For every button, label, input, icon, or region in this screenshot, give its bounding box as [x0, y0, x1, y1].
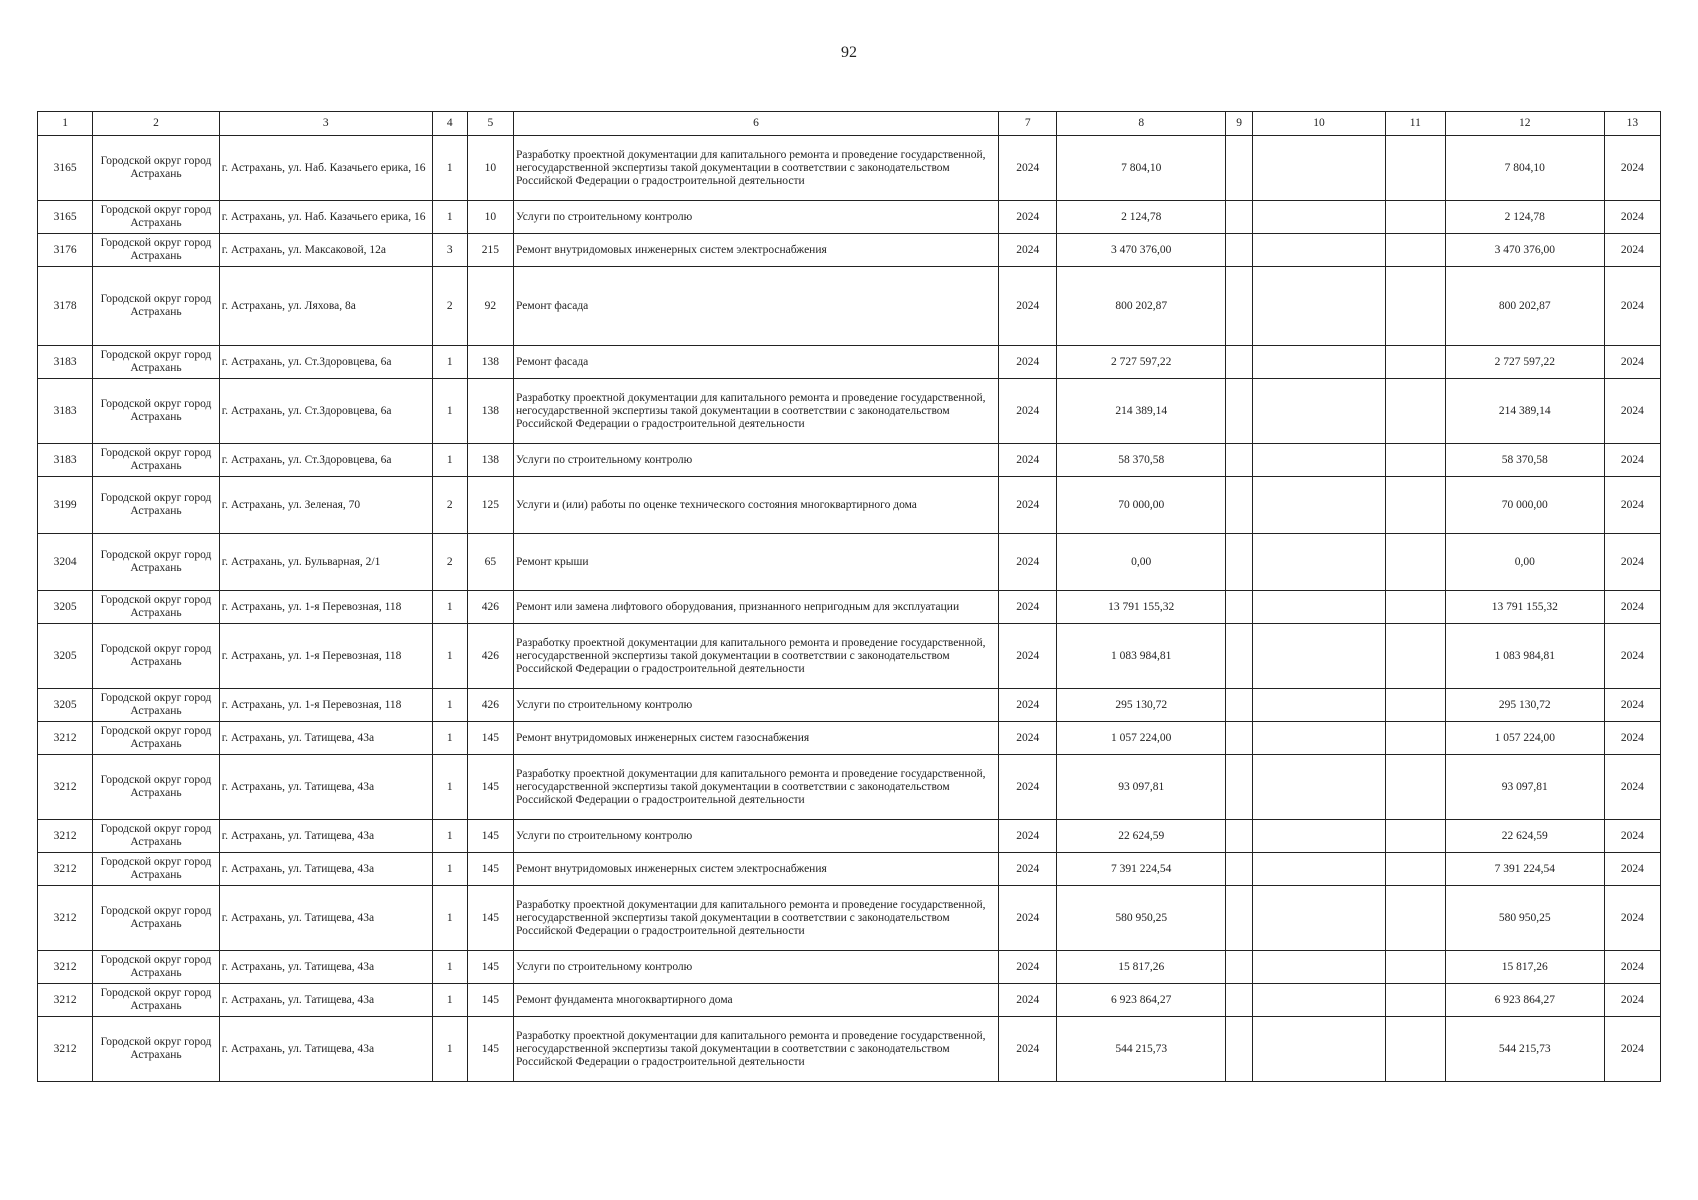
- row-number-cell: 3212: [38, 984, 93, 1017]
- municipality-cell: Городской округ город Астрахань: [93, 477, 220, 534]
- funding-amount-cell: 93 097,81: [1445, 755, 1604, 820]
- table-row: [38, 886, 1661, 951]
- work-description-cell: Разработку проектной документации для капитального ремонта и проведение государственной, негосударственной экспертизы такой документации в соответствии с законодательством Российской Федерации о градостроительной деятельности: [514, 755, 999, 820]
- year-cell: 2024: [999, 951, 1057, 984]
- work-description-cell: Разработку проектной документации для капитального ремонта и проведение государственной, негосударственной экспертизы такой документации в соответствии с законодательством Российской Федерации о градостроительной деятельности: [514, 886, 999, 951]
- address-cell: г. Астрахань, ул. Татищева, 43а: [219, 951, 432, 984]
- funding-amount-cell: 7 391 224,54: [1445, 853, 1604, 886]
- count-cell: 2: [432, 267, 467, 346]
- quantity-cell: 426: [467, 624, 513, 689]
- empty-cell-cell: [1385, 201, 1445, 234]
- total-cost-cell: 2 727 597,22: [1057, 346, 1226, 379]
- municipality-cell: Городской округ город Астрахань: [93, 267, 220, 346]
- total-cost-cell: 13 791 155,32: [1057, 591, 1226, 624]
- year-cell: 2024: [999, 984, 1057, 1017]
- address-cell: г. Астрахань, ул. Бульварная, 2/1: [219, 534, 432, 591]
- empty-cell-cell: [1253, 722, 1386, 755]
- empty-cell-cell: [1226, 234, 1253, 267]
- year-cell: 2024: [999, 591, 1057, 624]
- work-description-cell: Разработку проектной документации для капитального ремонта и проведение государственной, негосударственной экспертизы такой документации в соответствии с законодательством Российской Федерации о градостроительной деятельности: [514, 136, 999, 201]
- column-header: 2: [93, 112, 220, 136]
- work-description-cell: Разработку проектной документации для капитального ремонта и проведение государственной, негосударственной экспертизы такой документации в соответствии с законодательством Российской Федерации о градостроительной деятельности: [514, 624, 999, 689]
- municipality-cell: Городской округ город Астрахань: [93, 984, 220, 1017]
- table-row: [38, 722, 1661, 755]
- row-number-cell: 3183: [38, 379, 93, 444]
- year-cell: 2024: [999, 379, 1057, 444]
- municipality-cell: Городской округ город Астрахань: [93, 591, 220, 624]
- count-cell: 1: [432, 951, 467, 984]
- address-cell: г. Астрахань, ул. Татищева, 43а: [219, 984, 432, 1017]
- work-description-cell: Ремонт фасада: [514, 267, 999, 346]
- empty-cell-cell: [1253, 444, 1386, 477]
- empty-cell-cell: [1385, 951, 1445, 984]
- empty-cell-cell: [1226, 984, 1253, 1017]
- address-cell: г. Астрахань, ул. Ляхова, 8а: [219, 267, 432, 346]
- municipality-cell: Городской округ город Астрахань: [93, 136, 220, 201]
- empty-cell-cell: [1385, 624, 1445, 689]
- table-row: [38, 477, 1661, 534]
- completion-year-cell: 2024: [1604, 234, 1660, 267]
- capital-repair-table: [37, 111, 1661, 1082]
- municipality-cell: Городской округ город Астрахань: [93, 534, 220, 591]
- municipality-cell: Городской округ город Астрахань: [93, 444, 220, 477]
- address-cell: г. Астрахань, ул. Татищева, 43а: [219, 886, 432, 951]
- empty-cell-cell: [1253, 346, 1386, 379]
- empty-cell-cell: [1253, 234, 1386, 267]
- empty-cell-cell: [1253, 689, 1386, 722]
- empty-cell-cell: [1226, 201, 1253, 234]
- row-number-cell: 3212: [38, 853, 93, 886]
- work-description-cell: Услуги по строительному контролю: [514, 201, 999, 234]
- address-cell: г. Астрахань, ул. Татищева, 43а: [219, 1017, 432, 1082]
- work-description-cell: Услуги по строительному контролю: [514, 951, 999, 984]
- year-cell: 2024: [999, 346, 1057, 379]
- total-cost-cell: 6 923 864,27: [1057, 984, 1226, 1017]
- row-number-cell: 3212: [38, 951, 93, 984]
- empty-cell-cell: [1253, 951, 1386, 984]
- row-number-cell: 3205: [38, 689, 93, 722]
- total-cost-cell: 544 215,73: [1057, 1017, 1226, 1082]
- funding-amount-cell: 58 370,58: [1445, 444, 1604, 477]
- column-header: 7: [999, 112, 1057, 136]
- empty-cell-cell: [1385, 722, 1445, 755]
- total-cost-cell: 15 817,26: [1057, 951, 1226, 984]
- address-cell: г. Астрахань, ул. 1-я Перевозная, 118: [219, 689, 432, 722]
- work-description-cell: Ремонт внутридомовых инженерных систем газоснабжения: [514, 722, 999, 755]
- table-row: [38, 1017, 1661, 1082]
- row-number-cell: 3165: [38, 201, 93, 234]
- year-cell: 2024: [999, 234, 1057, 267]
- table-row: [38, 444, 1661, 477]
- row-number-cell: 3212: [38, 1017, 93, 1082]
- funding-amount-cell: 800 202,87: [1445, 267, 1604, 346]
- funding-amount-cell: 2 124,78: [1445, 201, 1604, 234]
- column-header: 8: [1057, 112, 1226, 136]
- empty-cell-cell: [1226, 951, 1253, 984]
- completion-year-cell: 2024: [1604, 853, 1660, 886]
- year-cell: 2024: [999, 820, 1057, 853]
- completion-year-cell: 2024: [1604, 624, 1660, 689]
- year-cell: 2024: [999, 534, 1057, 591]
- row-number-cell: 3205: [38, 624, 93, 689]
- year-cell: 2024: [999, 201, 1057, 234]
- quantity-cell: 145: [467, 886, 513, 951]
- empty-cell-cell: [1253, 379, 1386, 444]
- count-cell: 1: [432, 722, 467, 755]
- quantity-cell: 65: [467, 534, 513, 591]
- work-description-cell: Ремонт внутридомовых инженерных систем электроснабжения: [514, 234, 999, 267]
- funding-amount-cell: 1 083 984,81: [1445, 624, 1604, 689]
- empty-cell-cell: [1385, 853, 1445, 886]
- municipality-cell: Городской округ город Астрахань: [93, 379, 220, 444]
- empty-cell-cell: [1253, 534, 1386, 591]
- funding-amount-cell: 544 215,73: [1445, 1017, 1604, 1082]
- table-row: [38, 984, 1661, 1017]
- address-cell: г. Астрахань, ул. Татищева, 43а: [219, 853, 432, 886]
- row-number-cell: 3212: [38, 722, 93, 755]
- municipality-cell: Городской округ город Астрахань: [93, 755, 220, 820]
- column-header: 11: [1385, 112, 1445, 136]
- empty-cell-cell: [1253, 755, 1386, 820]
- year-cell: 2024: [999, 755, 1057, 820]
- total-cost-cell: 580 950,25: [1057, 886, 1226, 951]
- quantity-cell: 10: [467, 136, 513, 201]
- table-row: [38, 201, 1661, 234]
- funding-amount-cell: 580 950,25: [1445, 886, 1604, 951]
- row-number-cell: 3178: [38, 267, 93, 346]
- empty-cell-cell: [1226, 267, 1253, 346]
- municipality-cell: Городской округ город Астрахань: [93, 624, 220, 689]
- table-row: [38, 136, 1661, 201]
- completion-year-cell: 2024: [1604, 444, 1660, 477]
- completion-year-cell: 2024: [1604, 346, 1660, 379]
- quantity-cell: 145: [467, 722, 513, 755]
- empty-cell-cell: [1385, 689, 1445, 722]
- empty-cell-cell: [1385, 1017, 1445, 1082]
- empty-cell-cell: [1385, 267, 1445, 346]
- municipality-cell: Городской округ город Астрахань: [93, 1017, 220, 1082]
- address-cell: г. Астрахань, ул. 1-я Перевозная, 118: [219, 591, 432, 624]
- empty-cell-cell: [1226, 755, 1253, 820]
- count-cell: 1: [432, 853, 467, 886]
- empty-cell-cell: [1226, 136, 1253, 201]
- year-cell: 2024: [999, 267, 1057, 346]
- empty-cell-cell: [1226, 853, 1253, 886]
- municipality-cell: Городской округ город Астрахань: [93, 234, 220, 267]
- empty-cell-cell: [1385, 346, 1445, 379]
- quantity-cell: 138: [467, 379, 513, 444]
- quantity-cell: 10: [467, 201, 513, 234]
- quantity-cell: 215: [467, 234, 513, 267]
- total-cost-cell: 1 083 984,81: [1057, 624, 1226, 689]
- empty-cell-cell: [1226, 886, 1253, 951]
- municipality-cell: Городской округ город Астрахань: [93, 820, 220, 853]
- year-cell: 2024: [999, 1017, 1057, 1082]
- empty-cell-cell: [1253, 820, 1386, 853]
- total-cost-cell: 800 202,87: [1057, 267, 1226, 346]
- work-description-cell: Разработку проектной документации для капитального ремонта и проведение государственной, негосударственной экспертизы такой документации в соответствии с законодательством Российской Федерации о градостроительной деятельности: [514, 1017, 999, 1082]
- funding-amount-cell: 7 804,10: [1445, 136, 1604, 201]
- address-cell: г. Астрахань, ул. Ст.Здоровцева, 6а: [219, 444, 432, 477]
- completion-year-cell: 2024: [1604, 591, 1660, 624]
- count-cell: 1: [432, 444, 467, 477]
- table-row: [38, 234, 1661, 267]
- row-number-cell: 3212: [38, 820, 93, 853]
- quantity-cell: 92: [467, 267, 513, 346]
- completion-year-cell: 2024: [1604, 755, 1660, 820]
- work-description-cell: Ремонт или замена лифтового оборудования, признанного непригодным для эксплуатации: [514, 591, 999, 624]
- total-cost-cell: 70 000,00: [1057, 477, 1226, 534]
- address-cell: г. Астрахань, ул. Татищева, 43а: [219, 755, 432, 820]
- column-header: 3: [219, 112, 432, 136]
- row-number-cell: 3183: [38, 444, 93, 477]
- completion-year-cell: 2024: [1604, 951, 1660, 984]
- quantity-cell: 145: [467, 755, 513, 820]
- empty-cell-cell: [1226, 477, 1253, 534]
- row-number-cell: 3165: [38, 136, 93, 201]
- work-description-cell: Услуги по строительному контролю: [514, 820, 999, 853]
- funding-amount-cell: 22 624,59: [1445, 820, 1604, 853]
- work-description-cell: Ремонт фундамента многоквартирного дома: [514, 984, 999, 1017]
- empty-cell-cell: [1385, 755, 1445, 820]
- quantity-cell: 426: [467, 689, 513, 722]
- count-cell: 2: [432, 534, 467, 591]
- count-cell: 3: [432, 234, 467, 267]
- column-header: 10: [1253, 112, 1386, 136]
- row-number-cell: 3199: [38, 477, 93, 534]
- table-row: [38, 534, 1661, 591]
- empty-cell-cell: [1226, 444, 1253, 477]
- work-description-cell: Ремонт фасада: [514, 346, 999, 379]
- funding-amount-cell: 214 389,14: [1445, 379, 1604, 444]
- address-cell: г. Астрахань, ул. Наб. Казачьего ерика, 16: [219, 201, 432, 234]
- empty-cell-cell: [1253, 267, 1386, 346]
- column-header: 4: [432, 112, 467, 136]
- empty-cell-cell: [1226, 346, 1253, 379]
- total-cost-cell: 2 124,78: [1057, 201, 1226, 234]
- completion-year-cell: 2024: [1604, 689, 1660, 722]
- count-cell: 1: [432, 136, 467, 201]
- municipality-cell: Городской округ город Астрахань: [93, 689, 220, 722]
- empty-cell-cell: [1226, 1017, 1253, 1082]
- empty-cell-cell: [1385, 234, 1445, 267]
- completion-year-cell: 2024: [1604, 201, 1660, 234]
- funding-amount-cell: 295 130,72: [1445, 689, 1604, 722]
- column-header: 12: [1445, 112, 1604, 136]
- empty-cell-cell: [1253, 201, 1386, 234]
- completion-year-cell: 2024: [1604, 820, 1660, 853]
- quantity-cell: 125: [467, 477, 513, 534]
- address-cell: г. Астрахань, ул. Наб. Казачьего ерика, 16: [219, 136, 432, 201]
- quantity-cell: 145: [467, 820, 513, 853]
- completion-year-cell: 2024: [1604, 886, 1660, 951]
- empty-cell-cell: [1253, 886, 1386, 951]
- row-number-cell: 3183: [38, 346, 93, 379]
- completion-year-cell: 2024: [1604, 534, 1660, 591]
- table-row: [38, 624, 1661, 689]
- empty-cell-cell: [1385, 444, 1445, 477]
- empty-cell-cell: [1226, 689, 1253, 722]
- empty-cell-cell: [1253, 853, 1386, 886]
- empty-cell-cell: [1385, 984, 1445, 1017]
- municipality-cell: Городской округ город Астрахань: [93, 951, 220, 984]
- row-number-cell: 3176: [38, 234, 93, 267]
- work-description-cell: Услуги по строительному контролю: [514, 689, 999, 722]
- column-header: 13: [1604, 112, 1660, 136]
- municipality-cell: Городской округ город Астрахань: [93, 346, 220, 379]
- empty-cell-cell: [1385, 886, 1445, 951]
- empty-cell-cell: [1253, 984, 1386, 1017]
- total-cost-cell: 214 389,14: [1057, 379, 1226, 444]
- quantity-cell: 145: [467, 1017, 513, 1082]
- header-row: [38, 112, 1661, 136]
- year-cell: 2024: [999, 444, 1057, 477]
- count-cell: 1: [432, 379, 467, 444]
- empty-cell-cell: [1385, 136, 1445, 201]
- table-row: [38, 267, 1661, 346]
- municipality-cell: Городской округ город Астрахань: [93, 853, 220, 886]
- table-row: [38, 853, 1661, 886]
- work-description-cell: Ремонт внутридомовых инженерных систем электроснабжения: [514, 853, 999, 886]
- address-cell: г. Астрахань, ул. Ст.Здоровцева, 6а: [219, 346, 432, 379]
- empty-cell-cell: [1226, 722, 1253, 755]
- count-cell: 1: [432, 886, 467, 951]
- address-cell: г. Астрахань, ул. Зеленая, 70: [219, 477, 432, 534]
- empty-cell-cell: [1226, 820, 1253, 853]
- funding-amount-cell: 0,00: [1445, 534, 1604, 591]
- work-description-cell: Разработку проектной документации для капитального ремонта и проведение государственной, негосударственной экспертизы такой документации в соответствии с законодательством Российской Федерации о градостроительной деятельности: [514, 379, 999, 444]
- total-cost-cell: 3 470 376,00: [1057, 234, 1226, 267]
- empty-cell-cell: [1226, 591, 1253, 624]
- table-row: [38, 689, 1661, 722]
- empty-cell-cell: [1385, 379, 1445, 444]
- quantity-cell: 138: [467, 346, 513, 379]
- quantity-cell: 426: [467, 591, 513, 624]
- count-cell: 1: [432, 984, 467, 1017]
- total-cost-cell: 295 130,72: [1057, 689, 1226, 722]
- total-cost-cell: 93 097,81: [1057, 755, 1226, 820]
- row-number-cell: 3205: [38, 591, 93, 624]
- total-cost-cell: 1 057 224,00: [1057, 722, 1226, 755]
- page-number: 92: [841, 44, 857, 61]
- year-cell: 2024: [999, 722, 1057, 755]
- quantity-cell: 145: [467, 951, 513, 984]
- quantity-cell: 145: [467, 984, 513, 1017]
- completion-year-cell: 2024: [1604, 984, 1660, 1017]
- municipality-cell: Городской округ город Астрахань: [93, 722, 220, 755]
- empty-cell-cell: [1226, 534, 1253, 591]
- empty-cell-cell: [1385, 477, 1445, 534]
- funding-amount-cell: 6 923 864,27: [1445, 984, 1604, 1017]
- empty-cell-cell: [1385, 534, 1445, 591]
- total-cost-cell: 7 804,10: [1057, 136, 1226, 201]
- year-cell: 2024: [999, 853, 1057, 886]
- year-cell: 2024: [999, 886, 1057, 951]
- address-cell: г. Астрахань, ул. Максаковой, 12а: [219, 234, 432, 267]
- column-header: 1: [38, 112, 93, 136]
- municipality-cell: Городской округ город Астрахань: [93, 886, 220, 951]
- funding-amount-cell: 1 057 224,00: [1445, 722, 1604, 755]
- table-header: [38, 112, 1661, 136]
- completion-year-cell: 2024: [1604, 477, 1660, 534]
- funding-amount-cell: 70 000,00: [1445, 477, 1604, 534]
- empty-cell-cell: [1253, 136, 1386, 201]
- count-cell: 1: [432, 1017, 467, 1082]
- column-header: 6: [514, 112, 999, 136]
- table-row: [38, 951, 1661, 984]
- quantity-cell: 145: [467, 853, 513, 886]
- funding-amount-cell: 13 791 155,32: [1445, 591, 1604, 624]
- total-cost-cell: 22 624,59: [1057, 820, 1226, 853]
- work-description-cell: Услуги по строительному контролю: [514, 444, 999, 477]
- year-cell: 2024: [999, 477, 1057, 534]
- table-row: [38, 820, 1661, 853]
- count-cell: 1: [432, 591, 467, 624]
- completion-year-cell: 2024: [1604, 136, 1660, 201]
- work-description-cell: Ремонт крыши: [514, 534, 999, 591]
- table-row: [38, 346, 1661, 379]
- address-cell: г. Астрахань, ул. 1-я Перевозная, 118: [219, 624, 432, 689]
- empty-cell-cell: [1253, 477, 1386, 534]
- total-cost-cell: 7 391 224,54: [1057, 853, 1226, 886]
- quantity-cell: 138: [467, 444, 513, 477]
- total-cost-cell: 58 370,58: [1057, 444, 1226, 477]
- funding-amount-cell: 15 817,26: [1445, 951, 1604, 984]
- total-cost-cell: 0,00: [1057, 534, 1226, 591]
- completion-year-cell: 2024: [1604, 722, 1660, 755]
- empty-cell-cell: [1226, 624, 1253, 689]
- count-cell: 1: [432, 755, 467, 820]
- year-cell: 2024: [999, 624, 1057, 689]
- address-cell: г. Астрахань, ул. Татищева, 43а: [219, 722, 432, 755]
- empty-cell-cell: [1385, 820, 1445, 853]
- completion-year-cell: 2024: [1604, 267, 1660, 346]
- completion-year-cell: 2024: [1604, 1017, 1660, 1082]
- empty-cell-cell: [1253, 591, 1386, 624]
- row-number-cell: 3212: [38, 886, 93, 951]
- address-cell: г. Астрахань, ул. Ст.Здоровцева, 6а: [219, 379, 432, 444]
- column-header: 5: [467, 112, 513, 136]
- empty-cell-cell: [1385, 591, 1445, 624]
- count-cell: 1: [432, 624, 467, 689]
- count-cell: 1: [432, 820, 467, 853]
- funding-amount-cell: 2 727 597,22: [1445, 346, 1604, 379]
- empty-cell-cell: [1226, 379, 1253, 444]
- table-row: [38, 591, 1661, 624]
- row-number-cell: 3212: [38, 755, 93, 820]
- row-number-cell: 3204: [38, 534, 93, 591]
- work-description-cell: Услуги и (или) работы по оценке технического состояния многоквартирного дома: [514, 477, 999, 534]
- year-cell: 2024: [999, 136, 1057, 201]
- count-cell: 1: [432, 346, 467, 379]
- count-cell: 1: [432, 201, 467, 234]
- count-cell: 2: [432, 477, 467, 534]
- empty-cell-cell: [1253, 624, 1386, 689]
- table-row: [38, 379, 1661, 444]
- table-body: [38, 136, 1661, 1082]
- municipality-cell: Городской округ город Астрахань: [93, 201, 220, 234]
- address-cell: г. Астрахань, ул. Татищева, 43а: [219, 820, 432, 853]
- empty-cell-cell: [1253, 1017, 1386, 1082]
- table-row: [38, 755, 1661, 820]
- funding-amount-cell: 3 470 376,00: [1445, 234, 1604, 267]
- year-cell: 2024: [999, 689, 1057, 722]
- column-header: 9: [1226, 112, 1253, 136]
- count-cell: 1: [432, 689, 467, 722]
- completion-year-cell: 2024: [1604, 379, 1660, 444]
